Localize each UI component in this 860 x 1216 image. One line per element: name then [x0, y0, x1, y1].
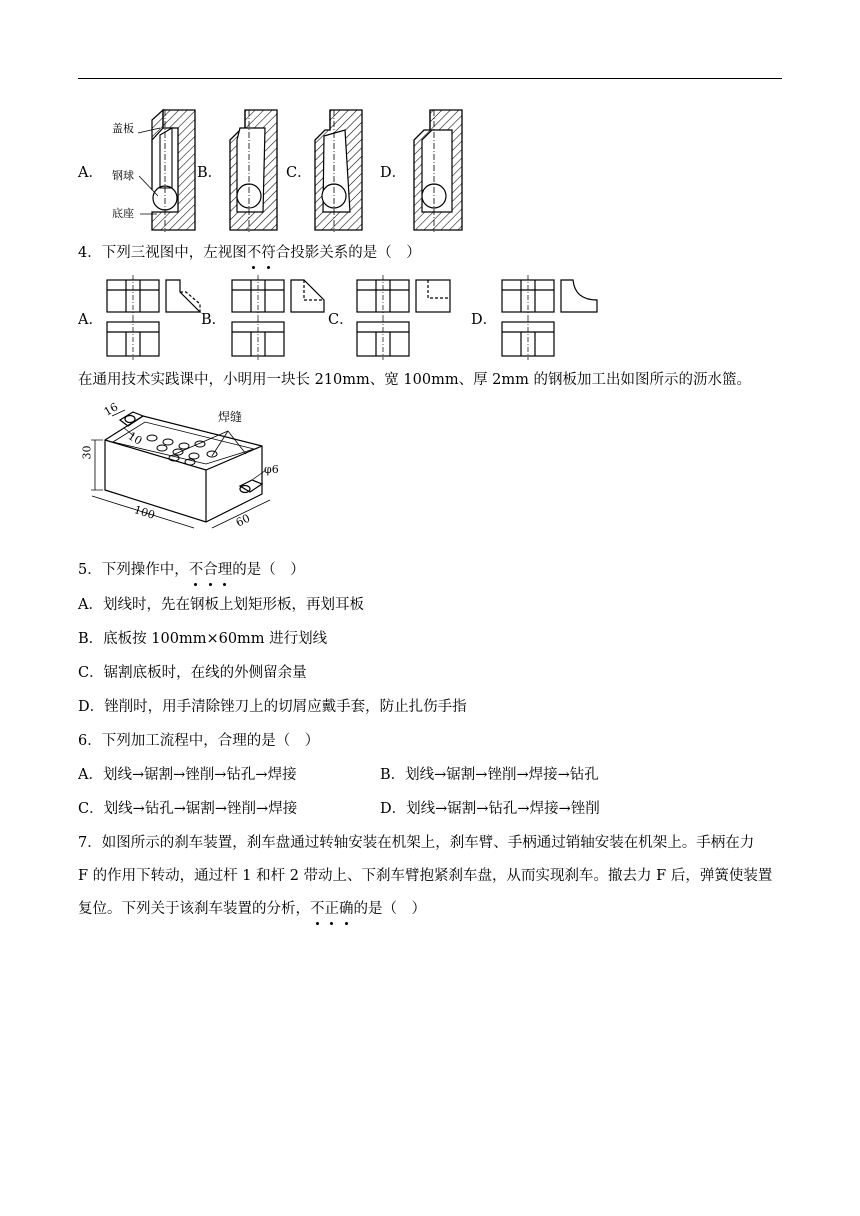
q7-line-3: 复位。下列关于该刹车装置的分析，不正确的是（ ） [78, 901, 426, 917]
q3-option-c[interactable]: C． [286, 165, 312, 181]
q4-option-c[interactable]: C． [328, 312, 354, 328]
q7-line-1: 7．如图所示的刹车装置，刹车盘通过转轴安装在机架上，刹车臂、手柄通过销轴安装在机架上。手柄在力 [78, 835, 755, 851]
q4-figure-b [232, 275, 324, 360]
basket-figure [0, 396, 860, 536]
q3-figure-b [230, 110, 277, 232]
q5-option-d[interactable]: D．锉削时，用手清除锉刀上的切屑应戴手套，防止扎伤手指 [78, 699, 467, 715]
q6-stem: 6．下列加工流程中，合理的是（ ） [78, 733, 320, 749]
q4-option-a[interactable]: A． [78, 312, 103, 328]
q6-option-d[interactable]: D．划线→锯割→钻孔→焊接→锉削 [380, 801, 600, 817]
q4-stem: 4．下列三视图中，左视图不符合投影关系的是（ ） [78, 245, 421, 261]
q4-three-views [0, 270, 860, 380]
dim-30: 30 [80, 445, 94, 460]
q3-option-b[interactable]: B． [197, 165, 223, 181]
dim-60: 60 [233, 511, 253, 530]
label-weld: 焊缝 [218, 410, 243, 424]
q5-option-b[interactable]: B．底板按 100mm×60mm 进行划线 [78, 631, 328, 647]
dim-16: 16 [101, 400, 121, 419]
q4-figure-a [107, 275, 200, 360]
label-ball: 钢球 [112, 169, 134, 182]
q6-option-b[interactable]: B．划线→锯割→锉削→焊接→钻孔 [380, 767, 599, 783]
q3-figure-d [414, 110, 462, 232]
q3-option-a[interactable]: A． [78, 165, 103, 181]
q4-option-d[interactable]: D． [471, 312, 498, 328]
q6-option-a[interactable]: A．划线→锯割→锉削→钻孔→焊接 [78, 767, 297, 783]
q4-option-b[interactable]: B． [201, 312, 227, 328]
q5-option-c[interactable]: C．锯割底板时，在线的外侧留余量 [78, 665, 307, 681]
label-cover: 盖板 [112, 122, 134, 135]
intro-text: 在通用技术实践课中，小明用一块长 210mm、宽 100mm、厚 2mm 的钢板加工出如图所示的沥水篮。 [78, 372, 752, 388]
q5-stem: 5．下列操作中，不合理的是（ ） [78, 562, 305, 578]
q5-option-a[interactable]: A．划线时，先在钢板上划矩形板，再划耳板 [78, 597, 364, 613]
q4-figure-d [502, 275, 597, 360]
q3-figures [0, 0, 860, 240]
q6-option-c[interactable]: C．划线→钻孔→锯割→锉削→焊接 [78, 801, 298, 817]
dim-10: 10 [125, 429, 145, 448]
q4-figure-c [357, 275, 450, 360]
q3-option-d[interactable]: D． [380, 165, 407, 181]
dim-100: 100 [132, 503, 157, 522]
label-base: 底座 [112, 207, 134, 220]
q7-line-2: F 的作用下转动，通过杆 1 和杆 2 带动上、下刹车臂抱紧刹车盘，从而实现刹车。撤去力 F 后，弹簧使装置 [78, 868, 773, 884]
dim-phi6: φ6 [264, 463, 279, 476]
q3-figure-a [138, 110, 195, 232]
q3-figure-c [315, 110, 362, 232]
